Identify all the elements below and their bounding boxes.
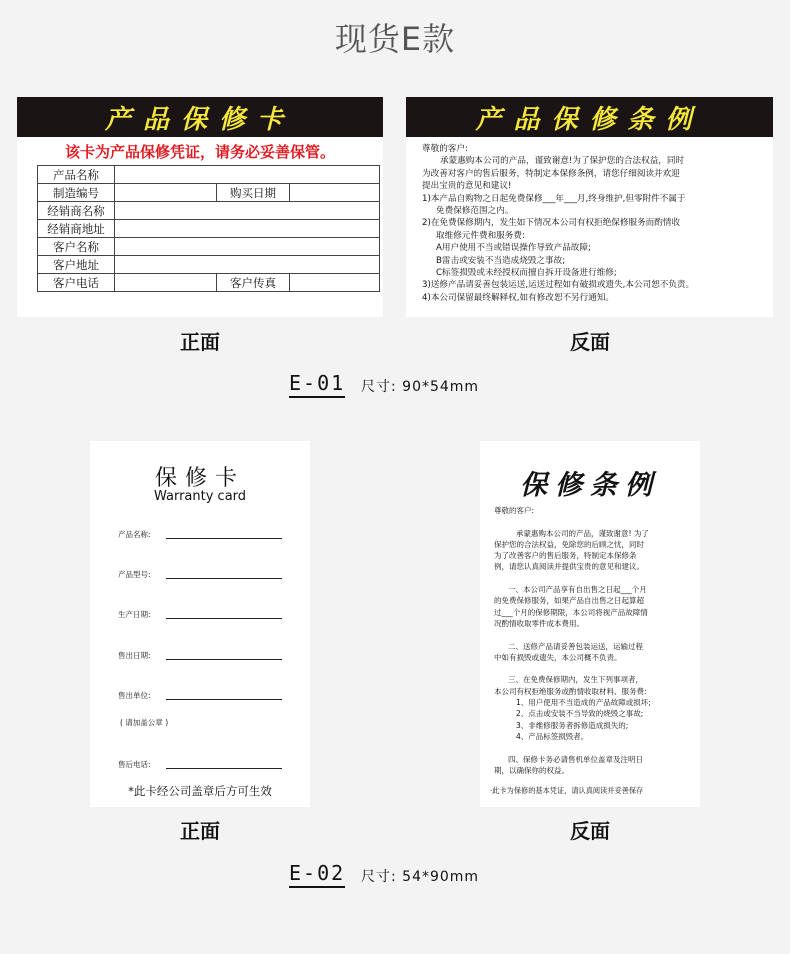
row-label: 制造编号 (38, 184, 115, 202)
row-label: 客户地址 (38, 256, 115, 274)
field-cell (290, 184, 380, 202)
terms-line: B雷击或安装不当造成烧毁之事故; (436, 255, 566, 266)
terms-line: 1、用户使用不当造成的产品故障或损坏; (516, 698, 651, 708)
terms-line (494, 516, 690, 527)
terms-line: 2、点击或安装不当导致的烧毁之事故; (516, 709, 644, 719)
product-model-field-label: 产品型号: (118, 570, 151, 579)
field-cell (115, 184, 217, 202)
e01-front-title: 产品保修卡 (104, 104, 295, 135)
field-cell (115, 274, 217, 292)
terms-line: 本公司有权拒绝服务或酌情收取材料、服务费: (494, 686, 647, 696)
field-cell (115, 220, 380, 238)
terms-line (494, 663, 690, 674)
terms-line: 为了改善客户的售后服务，特制定本保修条 (494, 551, 637, 561)
terms-line: 尊敬的客户: (494, 506, 535, 515)
sale-date-field-label: 售出日期: (118, 651, 151, 660)
e01-front-caption: 正面 (180, 330, 220, 354)
product-name-field-label: 产品名称: (118, 530, 151, 539)
page-title: 现货E款 (334, 20, 456, 58)
e02-size-label: 尺寸: 54*90mm (361, 869, 480, 885)
terms-line: 中如有损毁或遗失，本公司概不负责。 (494, 652, 622, 662)
sale-date-field-line (166, 659, 282, 660)
terms-line: 的免费保修服务，如果产品自出售之日起算超 (494, 596, 644, 606)
terms-line: 尊敬的客户: (422, 144, 468, 154)
terms-line: 3)送修产品请妥善包装运送,运送过程如有破损或遗失,本公司恕不负责。 (422, 280, 695, 291)
seller-field-label: 售出单位: (118, 691, 151, 700)
row-label: 经销商地址 (38, 220, 115, 238)
row-label: 客户电话 (38, 274, 115, 292)
e01-size-label: 尺寸: 90*54mm (361, 379, 480, 395)
e01-front-form-table (37, 165, 380, 292)
terms-line: 1)本产品自购物之日起免费保修___年___月,终身维护,但零附件不属于 (422, 193, 686, 204)
e02-back-caption: 反面 (570, 819, 610, 843)
terms-line: 三、在免费保修期内，发生下列事项者， (508, 675, 643, 685)
terms-line: 4)本公司保留最终解释权,如有修改恕不另行通知。 (422, 292, 615, 303)
terms-line: 提出宝贵的意见和建议! (422, 181, 512, 192)
field-cell (115, 166, 380, 184)
terms-line: 2)在免费保修期内，发生如下情况本公司有权拒绝保修服务而酌情收 (422, 218, 681, 229)
terms-line: 过___个月的保修期限，本公司将视产品故障情 (494, 607, 648, 617)
product-name-field-line (166, 538, 282, 539)
terms-line: 四、保修卡务必请售机单位盖章及注明日 (508, 754, 643, 764)
e01-back-terms (422, 143, 758, 304)
customer-fax-label: 客户传真 (217, 274, 290, 292)
terms-line: 二、送修产品请妥善包装运送，运输过程 (508, 641, 643, 651)
seller-field-line (166, 699, 282, 700)
e02-back-title: 保修条例 (520, 470, 660, 501)
field-cell (290, 274, 380, 292)
e01-front-notice: 该卡为产品保修凭证，请务必妥善保管。 (64, 143, 335, 161)
service-phone-field-label: 售后电话: (118, 760, 151, 769)
production-date-field-line (166, 618, 282, 619)
e02-back-terms (494, 505, 690, 776)
terms-line (494, 573, 690, 584)
terms-line: 取维修元件费和服务费: (436, 230, 525, 241)
e01-front-card (17, 97, 383, 317)
e01-back-caption: 反面 (570, 330, 610, 354)
e01-model-label: E-01 (289, 371, 345, 398)
product-model-field-line (166, 578, 282, 579)
terms-line: 免费保修范围之内。 (436, 206, 514, 217)
e02-front-card (90, 441, 310, 807)
e02-front-title: 保修卡 (154, 466, 245, 491)
terms-line: 承蒙惠购本公司的产品，谨致谢意! 为了 (516, 528, 649, 538)
purchase-date-label: 购买日期 (217, 184, 290, 202)
row-label: 客户名称 (38, 238, 115, 256)
e02-front-caption: 正面 (180, 819, 220, 843)
terms-line: 况酌情收取零件成本费用。 (494, 618, 584, 628)
field-cell (115, 238, 380, 256)
field-cell (115, 202, 380, 220)
field-cell (115, 256, 380, 274)
terms-line: 3、非维修服务者拆修造成损失的; (516, 720, 629, 730)
e02-back-footer: ·此卡为保修的基本凭证，请认真阅读并妥善保存 (490, 786, 644, 795)
production-date-field-label: 生产日期: (118, 610, 151, 619)
e02-front-subtitle: Warranty card (153, 489, 247, 504)
terms-line: 保护您的合法权益，免除您的后顾之忧，同时 (494, 539, 644, 549)
e01-back-banner (406, 97, 773, 137)
terms-line: 为改善对客户的售后服务，特制定本保修条例，请您仔细阅读并欢迎 (422, 168, 680, 179)
e01-front-banner (17, 97, 383, 137)
service-phone-field-line (166, 768, 282, 769)
e02-back-card (480, 441, 700, 807)
terms-line: 例，请您认真阅读并提供宝贵的意见和建议。 (494, 562, 644, 572)
terms-line: A用户使用不当或错误操作导致产品故障; (436, 243, 591, 254)
row-label: 产品名称 (38, 166, 115, 184)
e02-model-label: E-02 (289, 861, 345, 888)
stamp-note: ( 请加盖公章 ) (120, 718, 169, 727)
e01-back-card (406, 97, 773, 317)
row-label: 经销商名称 (38, 202, 115, 220)
terms-line: 一、本公司产品享有自出售之日起___个月 (508, 585, 647, 595)
terms-line: 承蒙惠购本公司的产品，谨致谢意!为了保护您的合法权益，同时 (440, 156, 685, 167)
terms-line: 期，以确保你的权益。 (494, 765, 569, 775)
terms-line: C标签损毁或未经授权而擅自拆开设备进行维修; (436, 268, 617, 279)
terms-line (494, 742, 690, 753)
e01-back-title: 产品保修条例 (475, 104, 704, 135)
e02-front-footer: *此卡经公司盖章后方可生效 (128, 784, 272, 798)
terms-line (494, 629, 690, 640)
terms-line: 4、产品标签损毁者。 (516, 731, 589, 741)
